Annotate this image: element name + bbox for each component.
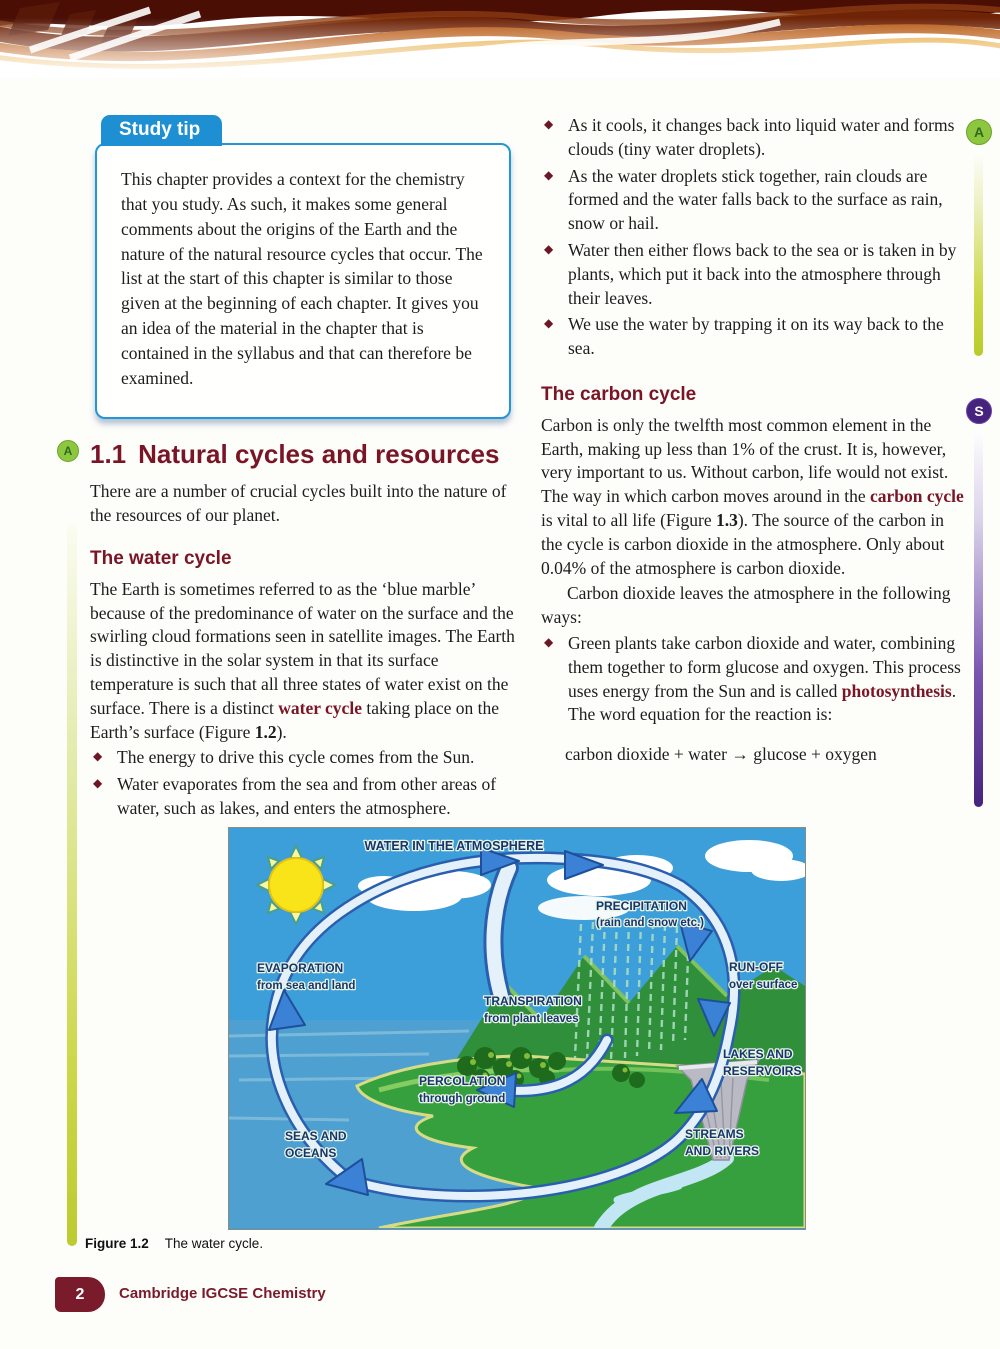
paragraph-text: ). The source of the carbon in the cycle is carbon dioxide in the atmosphere. Only about 0.04% of the atmosphere is carbon dioxide. [541,509,945,578]
paragraph-text: Green plants take carbon dioxide and water, combining them together to form glucose and oxygen. This process uses energy from the Sun and is called [568,632,961,701]
paragraph-text: taking place on the Earth’s surface (Figure [90,697,500,742]
key-term: water cycle [278,697,362,718]
section-title: Natural cycles and resources [138,439,500,469]
marker-s-icon: S [966,398,992,424]
water-cycle-bullets [90,746,526,820]
list-item: ◆ As the water droplets stick together, rain clouds are formed and the water falls back to the surface as rain, snow or hail. [541,165,965,236]
paragraph-text: is vital to all life (Figure [541,509,716,530]
figure-label-lakes-2: RESERVOIRS [723,1064,802,1078]
syllabus-bar-purple [974,427,983,807]
figure-label-transpiration: TRANSPIRATION [484,994,582,1008]
figure-caption [85,1236,263,1251]
syllabus-bar-green [974,148,983,356]
water-cycle-figure [228,827,806,1230]
carbon-cycle-bullets [541,632,965,727]
marker-a-icon: A [57,440,79,462]
water-cycle-illustration [229,828,805,1228]
figure-label-streams-2: AND RIVERS [685,1144,760,1158]
section-intro: There are a number of crucial cycles built into the nature of the resources of our planet. [90,481,507,526]
figure-label-atmosphere: WATER IN THE ATMOSPHERE [364,839,544,853]
decorative-banner [0,0,1000,78]
right-column [541,112,965,767]
list-item: ◆ Water evaporates from the sea and from other areas of water, such as lakes, and enters the atmosphere. [90,773,526,821]
carbon-cycle-paragraph-2: Carbon dioxide leaves the atmosphere in the following ways: [541,583,951,628]
water-cycle-bullets-continued [541,114,965,361]
figure-label-precipitation: PRECIPITATION [596,899,687,913]
study-tip-text: This chapter provides a context for the chemistry that you study. As such, it makes some general comments about the origins of the Earth and the nature of the natural resource cycles that occur. The list at the start of this chapter is similar to those given at the beginning of each chapter. It gives you an idea of the material in the chapter that is contained in the syllabus and that can therefore be examined. [95,143,511,419]
left-column [63,437,526,824]
water-cycle-heading: The water cycle [90,547,232,569]
paragraph-text: . The word equation for the reaction is: [568,680,957,725]
figure-label-precipitation-sub: (rain and snow etc.) [596,917,704,929]
carbon-cycle-paragraph [541,414,965,581]
footer-book-title: Cambridge IGCSE Chemistry [119,1285,326,1302]
carbon-cycle-heading: The carbon cycle [541,383,697,405]
word-equation: carbon dioxide + water → glucose + oxygen [565,744,877,765]
figure-label-percolation: PERCOLATION [419,1074,506,1088]
figure-label-runoff: RUN-OFF [729,960,783,974]
figure-ref: 1.3 [715,509,738,530]
paragraph-text: Carbon is only the twelfth most common element in the Earth, making up less than 1% of the crust. It is, however, very important to us. Without carbon, life would not exist. The way in which carbon moves around in the [541,414,949,507]
marker-a-icon: A [966,119,992,145]
figure-label-evaporation: EVAPORATION [257,961,344,975]
list-item: ◆ The energy to drive this cycle comes from the Sun. [90,746,526,770]
paragraph-text: The Earth is sometimes referred to as the ‘blue marble’ because of the predominance of water on the surface and the swirling cloud formations seen in satellite images. The Earth is distinctive in the solar system in that its surface temperature is such that all three states of water exist on the surface. There is a distinct [90,578,515,718]
figure-label-seas: SEAS AND [285,1129,347,1143]
key-term: photosynthesis [841,680,952,701]
figure-label-evaporation-sub: from sea and land [257,980,356,992]
list-item: ◆ We use the water by trapping it on its way back to the sea. [541,313,965,361]
list-item [541,632,965,727]
section-heading [63,437,526,472]
study-tip-tab: Study tip [101,115,222,146]
figure-caption-label: Figure 1.2 [85,1236,149,1251]
banner-swirl-graphic [0,0,1000,78]
figure-label-runoff-sub: over surface [729,979,798,991]
paragraph-text: ). [276,721,287,742]
figure-label-seas-2: OCEANS [285,1146,337,1160]
figure-ref: 1.2 [254,721,277,742]
page-number-tab: 2 [55,1277,105,1312]
figure-label-percolation-sub: through ground [419,1093,506,1105]
syllabus-bar-green-left [67,524,77,1246]
list-item: ◆ Water then either flows back to the sea or is taken in by plants, which put it back into the atmosphere through their leaves. [541,239,965,310]
figure-caption-text: The water cycle. [164,1236,264,1251]
sun-icon [257,846,335,924]
water-cycle-paragraph [90,578,526,745]
figure-label-transpiration-sub: from plant leaves [484,1013,579,1025]
figure-label-streams: STREAMS [685,1127,744,1141]
section-number: 1.1 [90,439,127,469]
list-item: ◆ As it cools, it changes back into liquid water and forms clouds (tiny water droplets). [541,114,965,162]
figure-label-lakes: LAKES AND [723,1047,793,1061]
study-tip-box [95,115,511,419]
key-term: carbon cycle [870,486,964,507]
